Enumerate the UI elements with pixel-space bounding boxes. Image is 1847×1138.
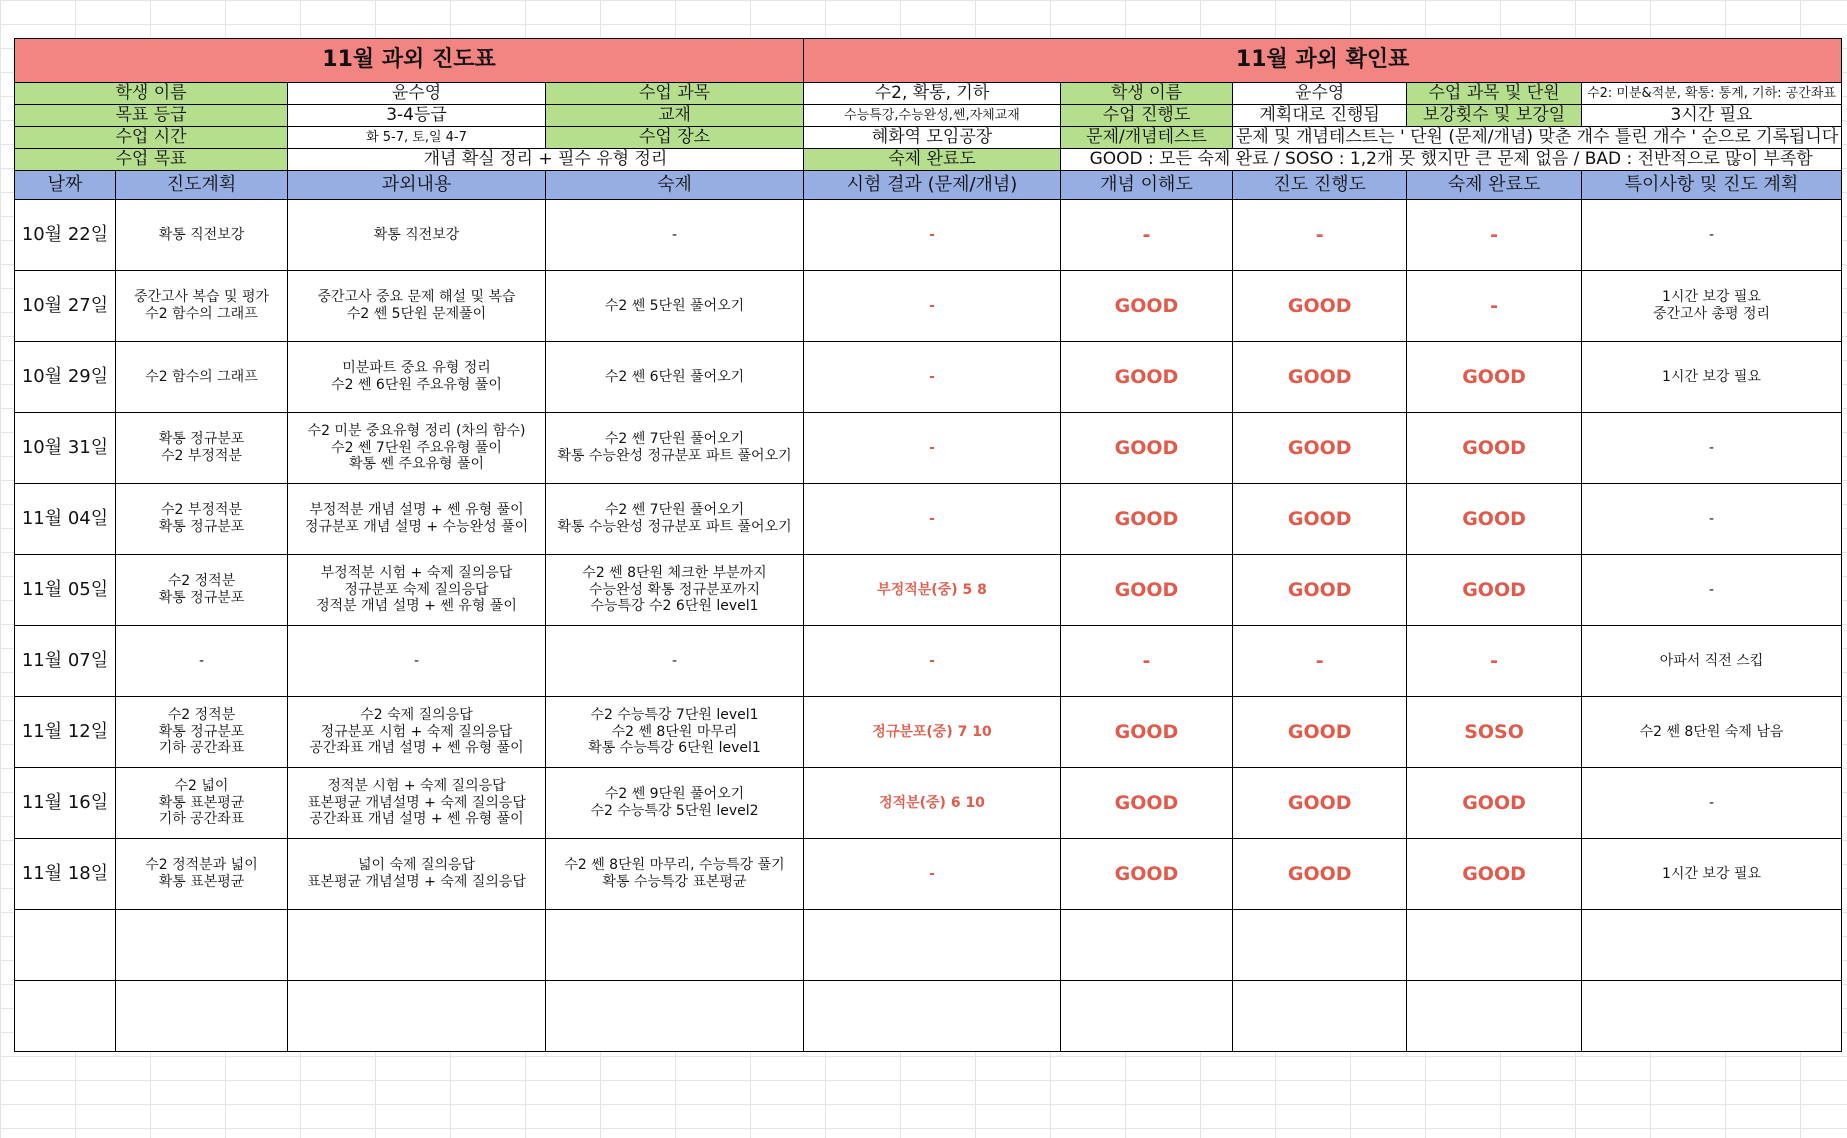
cell-notes[interactable]: 1시간 보강 필요 중간고사 총평 정리 bbox=[1581, 271, 1842, 342]
cell-notes[interactable]: - bbox=[1581, 413, 1842, 484]
table-row bbox=[15, 626, 1842, 697]
cell-hw_done[interactable]: SOSO bbox=[1407, 697, 1581, 768]
cell-homework[interactable]: 수2 쎈 8단원 마무리, 수능특강 풀기 확통 수능특강 표본평균 bbox=[546, 839, 804, 910]
cell-content[interactable]: 수2 숙제 질의응답 정규분포 시험 + 숙제 질의응답 공간좌표 개념 설명 + 쎈 유형 풀이 bbox=[288, 697, 546, 768]
cell-notes[interactable]: 아파서 직전 스킵 bbox=[1581, 626, 1842, 697]
cell-hw_done[interactable]: - bbox=[1407, 626, 1581, 697]
column-header-row bbox=[15, 171, 1842, 200]
cell-test[interactable]: 정규분포(중) 7 10 bbox=[804, 697, 1061, 768]
table-row bbox=[15, 484, 1842, 555]
cell-test[interactable]: 정적분(중) 6 10 bbox=[804, 768, 1061, 839]
goal-grade-value[interactable]: 3-4등급 bbox=[288, 105, 546, 127]
cell-test[interactable]: - bbox=[804, 839, 1061, 910]
empty-cell[interactable] bbox=[116, 981, 288, 1052]
goal-grade-label[interactable]: 목표 등급 bbox=[15, 105, 288, 127]
place-label[interactable]: 수업 장소 bbox=[546, 127, 804, 149]
cell-homework[interactable]: - bbox=[546, 626, 804, 697]
empty-cell[interactable] bbox=[15, 910, 116, 981]
check-title[interactable]: 11월 과외 확인표 bbox=[804, 39, 1842, 83]
table-row bbox=[15, 271, 1842, 342]
cell-concept[interactable]: GOOD bbox=[1061, 342, 1233, 413]
empty-cell[interactable] bbox=[1581, 981, 1842, 1052]
cell-content[interactable]: 중간고사 중요 문제 해설 및 복습 수2 쎈 5단원 문제풀이 bbox=[288, 271, 546, 342]
check-student-label[interactable]: 학생 이름 bbox=[1061, 83, 1233, 105]
cell-concept[interactable]: GOOD bbox=[1061, 555, 1233, 626]
cell-notes[interactable]: - bbox=[1581, 768, 1842, 839]
unit-label[interactable]: 수업 과목 및 단원 bbox=[1407, 83, 1581, 105]
cell-concept[interactable]: GOOD bbox=[1061, 768, 1233, 839]
cell-test[interactable]: - bbox=[804, 271, 1061, 342]
cell-content[interactable]: 미분파트 중요 유형 정리 수2 쎈 6단원 주요유형 풀이 bbox=[288, 342, 546, 413]
cell-date[interactable]: 11월 18일 bbox=[15, 839, 116, 910]
cell-progress[interactable]: - bbox=[1233, 200, 1407, 271]
header-notes[interactable]: 특이사항 및 진도 계획 bbox=[1581, 171, 1842, 200]
cell-content[interactable]: - bbox=[288, 626, 546, 697]
table-row bbox=[15, 697, 1842, 768]
test-label[interactable]: 문제/개념테스트 bbox=[1061, 127, 1233, 149]
cell-hw_done[interactable]: - bbox=[1407, 271, 1581, 342]
test-note[interactable]: 문제 및 개념테스트는 ' 단원 (문제/개념) 맞춘 개수 틀린 개수 ' 순으로 기록됩니다 bbox=[1233, 127, 1842, 149]
cell-plan[interactable]: 수2 정적분과 넓이 확통 표본평균 bbox=[116, 839, 288, 910]
empty-cell[interactable] bbox=[1407, 910, 1581, 981]
info-row-2 bbox=[15, 105, 1842, 127]
cell-progress[interactable]: GOOD bbox=[1233, 555, 1407, 626]
time-label[interactable]: 수업 시간 bbox=[15, 127, 288, 149]
cell-date[interactable]: 10월 27일 bbox=[15, 271, 116, 342]
table-row bbox=[15, 200, 1842, 271]
cell-concept[interactable]: - bbox=[1061, 200, 1233, 271]
cell-concept[interactable]: GOOD bbox=[1061, 413, 1233, 484]
textbook-value[interactable]: 수능특강,수능완성,쎈,자체교재 bbox=[804, 105, 1061, 127]
header-hw-done[interactable]: 숙제 완료도 bbox=[1407, 171, 1581, 200]
cell-date[interactable]: 10월 29일 bbox=[15, 342, 116, 413]
cell-date[interactable]: 11월 05일 bbox=[15, 555, 116, 626]
empty-cell[interactable] bbox=[1407, 981, 1581, 1052]
cell-notes[interactable]: 수2 쎈 8단원 숙제 남음 bbox=[1581, 697, 1842, 768]
progress-label[interactable]: 수업 진행도 bbox=[1061, 105, 1233, 127]
subject-label[interactable]: 수업 과목 bbox=[546, 83, 804, 105]
cell-progress[interactable]: GOOD bbox=[1233, 697, 1407, 768]
cell-homework[interactable]: 수2 쎈 9단원 풀어오기 수2 수능특강 5단원 level2 bbox=[546, 768, 804, 839]
cell-plan[interactable]: 수2 정적분 확통 정규분포 기하 공간좌표 bbox=[116, 697, 288, 768]
empty-cell[interactable] bbox=[15, 981, 116, 1052]
place-value[interactable]: 혜화역 모임공장 bbox=[804, 127, 1061, 149]
cell-plan[interactable]: 수2 넓이 확통 표본평균 기하 공간좌표 bbox=[116, 768, 288, 839]
cell-notes[interactable]: 1시간 보강 필요 bbox=[1581, 342, 1842, 413]
cell-plan[interactable]: 수2 정적분 확통 정규분포 bbox=[116, 555, 288, 626]
makeup-value[interactable]: 3시간 필요 bbox=[1581, 105, 1842, 127]
cell-content[interactable]: 부정적분 개념 설명 + 쎈 유형 풀이 정규분포 개념 설명 + 수능완성 풀이 bbox=[288, 484, 546, 555]
empty-cell[interactable] bbox=[116, 910, 288, 981]
spreadsheet-grid bbox=[14, 38, 1842, 1052]
header-concept[interactable]: 개념 이해도 bbox=[1061, 171, 1233, 200]
cell-progress[interactable]: GOOD bbox=[1233, 839, 1407, 910]
cell-progress[interactable]: GOOD bbox=[1233, 342, 1407, 413]
cell-homework[interactable]: 수2 수능특강 7단원 level1 수2 쎈 8단원 마무리 확통 수능특강 6단원 level1 bbox=[546, 697, 804, 768]
homework-note[interactable]: GOOD : 모든 숙제 완료 / SOSO : 1,2개 못 했지만 큰 문제 없음 / BAD : 전반적으로 많이 부족함 bbox=[1061, 149, 1842, 171]
cell-test[interactable]: - bbox=[804, 200, 1061, 271]
empty-cell[interactable] bbox=[1233, 910, 1407, 981]
cell-test[interactable]: - bbox=[804, 484, 1061, 555]
header-content[interactable]: 과외내용 bbox=[288, 171, 546, 200]
empty-cell[interactable] bbox=[804, 981, 1061, 1052]
textbook-label[interactable]: 교재 bbox=[546, 105, 804, 127]
subject-value[interactable]: 수2, 확통, 기하 bbox=[804, 83, 1061, 105]
cell-progress[interactable]: GOOD bbox=[1233, 484, 1407, 555]
cell-concept[interactable]: GOOD bbox=[1061, 697, 1233, 768]
empty-cell[interactable] bbox=[546, 910, 804, 981]
cell-hw_done[interactable]: GOOD bbox=[1407, 342, 1581, 413]
cell-content[interactable]: 정적분 시험 + 숙제 질의응답 표본평균 개념설명 + 숙제 질의응답 공간좌표 개념 설명 + 쎈 유형 풀이 bbox=[288, 768, 546, 839]
cell-homework[interactable]: 수2 쎈 7단원 풀어오기 확통 수능완성 정규분포 파트 풀어오기 bbox=[546, 413, 804, 484]
empty-cell[interactable] bbox=[546, 981, 804, 1052]
cell-date[interactable]: 10월 22일 bbox=[15, 200, 116, 271]
check-student-name[interactable]: 윤수영 bbox=[1233, 83, 1407, 105]
cell-test[interactable]: 부정적분(중) 5 8 bbox=[804, 555, 1061, 626]
cell-plan[interactable]: 중간고사 복습 및 평가 수2 함수의 그래프 bbox=[116, 271, 288, 342]
empty-cell[interactable] bbox=[804, 910, 1061, 981]
makeup-label[interactable]: 보강횟수 및 보강일 bbox=[1407, 105, 1581, 127]
cell-date[interactable]: 10월 31일 bbox=[15, 413, 116, 484]
header-homework[interactable]: 숙제 bbox=[546, 171, 804, 200]
cell-content[interactable]: 수2 미분 중요유형 정리 (차의 함수) 수2 쎈 7단원 주요유형 풀이 확통 쎈 주요유형 풀이 bbox=[288, 413, 546, 484]
unit-value[interactable]: 수2: 미분&적분, 확통: 통계, 기하: 공간좌표 bbox=[1581, 83, 1842, 105]
table-row bbox=[15, 839, 1842, 910]
cell-homework[interactable]: - bbox=[546, 200, 804, 271]
cell-content[interactable]: 넓이 숙제 질의응답 표본평균 개념설명 + 숙제 질의응답 bbox=[288, 839, 546, 910]
student-name[interactable]: 윤수영 bbox=[288, 83, 546, 105]
empty-row bbox=[15, 981, 1842, 1052]
cell-hw_done[interactable]: GOOD bbox=[1407, 555, 1581, 626]
cell-date[interactable]: 11월 04일 bbox=[15, 484, 116, 555]
table-row bbox=[15, 413, 1842, 484]
info-row-3 bbox=[15, 127, 1842, 149]
cell-homework[interactable]: 수2 쎈 6단원 풀어오기 bbox=[546, 342, 804, 413]
homework-label[interactable]: 숙제 완료도 bbox=[804, 149, 1061, 171]
cell-concept[interactable]: GOOD bbox=[1061, 839, 1233, 910]
empty-cell[interactable] bbox=[1233, 981, 1407, 1052]
cell-date[interactable]: 11월 12일 bbox=[15, 697, 116, 768]
cell-content[interactable]: 부정적분 시험 + 숙제 질의응답 정규분포 숙제 질의응답 정적분 개념 설명 + 쎈 유형 풀이 bbox=[288, 555, 546, 626]
cell-date[interactable]: 11월 07일 bbox=[15, 626, 116, 697]
cell-progress[interactable]: - bbox=[1233, 626, 1407, 697]
cell-concept[interactable]: GOOD bbox=[1061, 271, 1233, 342]
empty-cell[interactable] bbox=[1061, 981, 1233, 1052]
time-value[interactable]: 화 5-7, 토,일 4-7 bbox=[288, 127, 546, 149]
empty-cell[interactable] bbox=[288, 981, 546, 1052]
info-row-4 bbox=[15, 149, 1842, 171]
cell-test[interactable]: - bbox=[804, 413, 1061, 484]
cell-content[interactable]: 확통 직전보강 bbox=[288, 200, 546, 271]
cell-concept[interactable]: - bbox=[1061, 626, 1233, 697]
cell-hw_done[interactable]: GOOD bbox=[1407, 484, 1581, 555]
empty-cell[interactable] bbox=[1581, 910, 1842, 981]
empty-row bbox=[15, 910, 1842, 981]
cell-concept[interactable]: GOOD bbox=[1061, 484, 1233, 555]
cell-notes[interactable]: - bbox=[1581, 484, 1842, 555]
cell-plan[interactable]: 확통 직전보강 bbox=[116, 200, 288, 271]
cell-plan[interactable]: 수2 부정적분 확통 정규분포 bbox=[116, 484, 288, 555]
header-progress[interactable]: 진도 진행도 bbox=[1233, 171, 1407, 200]
cell-notes[interactable]: - bbox=[1581, 200, 1842, 271]
cell-test[interactable]: - bbox=[804, 342, 1061, 413]
goal-label[interactable]: 수업 목표 bbox=[15, 149, 288, 171]
cell-plan[interactable]: 확통 정규분포 수2 부정적분 bbox=[116, 413, 288, 484]
cell-hw_done[interactable]: - bbox=[1407, 200, 1581, 271]
empty-cell[interactable] bbox=[1061, 910, 1233, 981]
cell-hw_done[interactable]: GOOD bbox=[1407, 768, 1581, 839]
header-test[interactable]: 시험 결과 (문제/개념) bbox=[804, 171, 1061, 200]
table-row bbox=[15, 555, 1842, 626]
cell-notes[interactable]: - bbox=[1581, 555, 1842, 626]
cell-test[interactable]: - bbox=[804, 626, 1061, 697]
cell-hw_done[interactable]: GOOD bbox=[1407, 839, 1581, 910]
student-label[interactable]: 학생 이름 bbox=[15, 83, 288, 105]
empty-cell[interactable] bbox=[288, 910, 546, 981]
header-plan[interactable]: 진도계획 bbox=[116, 171, 288, 200]
goal-value[interactable]: 개념 확실 정리 + 필수 유형 정리 bbox=[288, 149, 804, 171]
cell-plan[interactable]: 수2 함수의 그래프 bbox=[116, 342, 288, 413]
title-row bbox=[15, 39, 1842, 83]
plan-title[interactable]: 11월 과외 진도표 bbox=[15, 39, 804, 83]
cell-hw_done[interactable]: GOOD bbox=[1407, 413, 1581, 484]
cell-homework[interactable]: 수2 쎈 7단원 풀어오기 확통 수능완성 정규분포 파트 풀어오기 bbox=[546, 484, 804, 555]
cell-progress[interactable]: GOOD bbox=[1233, 413, 1407, 484]
header-date[interactable]: 날짜 bbox=[15, 171, 116, 200]
table-row bbox=[15, 768, 1842, 839]
cell-plan[interactable]: - bbox=[116, 626, 288, 697]
cell-notes[interactable]: 1시간 보강 필요 bbox=[1581, 839, 1842, 910]
progress-value[interactable]: 계획대로 진행됨 bbox=[1233, 105, 1407, 127]
table-row bbox=[15, 342, 1842, 413]
cell-progress[interactable]: GOOD bbox=[1233, 271, 1407, 342]
cell-homework[interactable]: 수2 쎈 8단원 체크한 부분까지 수능완성 확통 정규분포까지 수능특강 수2 6단원 level1 bbox=[546, 555, 804, 626]
cell-progress[interactable]: GOOD bbox=[1233, 768, 1407, 839]
info-row-1 bbox=[15, 83, 1842, 105]
cell-homework[interactable]: 수2 쎈 5단원 풀어오기 bbox=[546, 271, 804, 342]
cell-date[interactable]: 11월 16일 bbox=[15, 768, 116, 839]
